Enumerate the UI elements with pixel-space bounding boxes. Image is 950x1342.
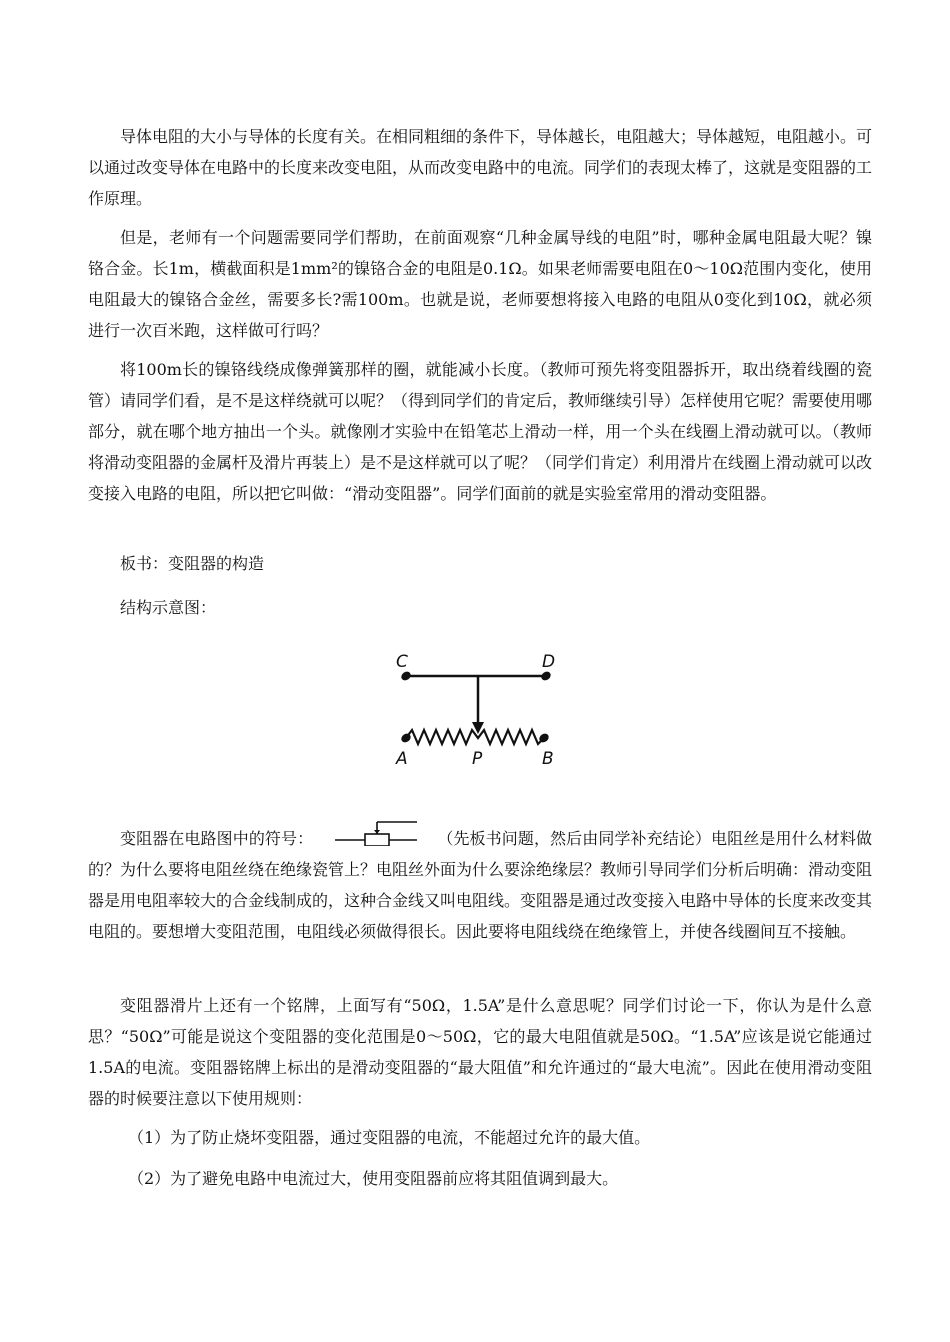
rheostat-circuit-symbol-icon bbox=[335, 820, 417, 846]
label-c: C bbox=[396, 652, 408, 672]
board-heading-structure: 板书：变阻器的构造 bbox=[120, 554, 265, 573]
paragraph-circuit-symbol bbox=[88, 820, 872, 947]
symbol-explanation-text: （先板书问题，然后由同学补充结论）电阻丝是用什么材料做的？为什么要将电阻丝绕在绝缘瓷管上？电阻丝外面为什么要涂绝缘层？教师引导同学们分析后明确：滑动变阻器是用电阻率较大的合金线制成的，这种合金线又叫电阻线。变阻器是通过改变接入电路中导体的长度来改变其电阻的。要想增大变阻范围，电阻线必须做得很长。因此要将电阻线绕在绝缘管上，并使各线圈间互不接触。 bbox=[88, 829, 873, 941]
usage-rule-2: （2）为了避免电路中电流过大，使用变阻器前应将其阻值调到最大。 bbox=[128, 1169, 619, 1188]
sliding-rheostat-structure-diagram bbox=[392, 648, 562, 770]
label-d: D bbox=[542, 652, 556, 672]
paragraph-coiled-wire: 将100m长的镍铬线绕成像弹簧那样的圈，就能减小长度。（教师可预先将变阻器拆开，取出绕着线圈的瓷管）请同学们看，是不是这样绕就可以呢？（得到同学们的肯定后，教师继续引导）怎样使用它呢？需要使用哪部分，就在哪个地方抽出一个头。就像刚才实验中在铅笔芯上滑动一样，用一个头在线圈上滑动就可以。（教师将滑动变阻器的金属杆及滑片再装上）是不是这样就可以了呢？（同学们肯定）利用滑片在线圈上滑动就可以改变接入电路的电阻，所以把它叫做：“滑动变阻器”。同学们面前的就是实验室常用的滑动变阻器。 bbox=[88, 360, 873, 503]
resistance-coil bbox=[406, 730, 544, 744]
label-b: B bbox=[542, 749, 554, 769]
symbol-intro-text: 变阻器在电路图中的符号： bbox=[120, 829, 314, 848]
paragraph-nameplate: 变阻器滑片上还有一个铭牌，上面写有“50Ω，1.5A”是什么意思呢？同学们讨论一下，你认为是什么意思？“50Ω”可能是说这个变阻器的变化范围是0～50Ω，它的最大电阻值就是50Ω。“1.5A”应该是说它能通过1.5A的电流。变阻器铭牌上标出的是滑动变阻器的“最大阻值”和允许通过的“最大电流”。因此在使用滑动变阻器的时候要注意以下使用规则： bbox=[88, 996, 872, 1108]
usage-rule-1: （1）为了防止烧坏变阻器，通过变阻器的电流，不能超过允许的最大值。 bbox=[128, 1128, 651, 1147]
paragraph-nichrome-question: 但是，老师有一个问题需要同学们帮助，在前面观察“几种金属导线的电阻”时，哪种金属电阻最大呢？镍铬合金。长1m，横截面积是1mm²的镍铬合金的电阻是0.1Ω。如果老师需要电阻在0～10Ω范围内变化，使用电阻最大的镍铬合金丝，需要多长?需100m。也就是说，老师要想将接入电路的电阻从0变化到10Ω，就必须进行一次百米跑，这样做可行吗？ bbox=[88, 228, 872, 340]
label-p: P bbox=[472, 749, 483, 769]
paragraph-working-principle: 导体电阻的大小与导体的长度有关。在相同粗细的条件下，导体越长，电阻越大；导体越短，电阻越小。可以通过改变导体在电路中的长度来改变电阻，从而改变电路中的电流。同学们的表现太棒了，这就是变阻器的工作原理。 bbox=[88, 127, 873, 208]
label-a: A bbox=[396, 749, 408, 769]
diagram-caption: 结构示意图： bbox=[120, 598, 217, 617]
